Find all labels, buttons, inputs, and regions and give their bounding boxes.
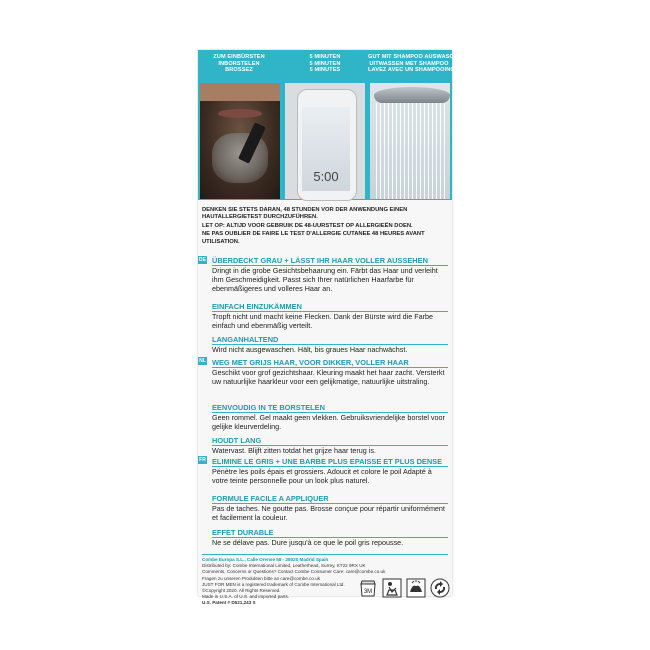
phone-timer-photo [285, 83, 365, 199]
step-1-label: ZUM EINBÜRSTEN INBORSTELEN BROSSEZ [213, 54, 265, 74]
step-3-label: GUT MIT SHAMPOO AUSWASCHEN UITWASSEN MET SHAMPOO LAVEZ AVEC UN SHAMPOOING [368, 54, 466, 74]
legal-text: Combe Europa S.L., Calle Orense 58 - 28020 Madrid Spain Distributed by: Combe International Limited, Leatherhead, Surrey, KT22 9RX UK Comments, Concerns or Questions? Contact Combe Consumer Care: care@combe.co.uk Fragen zu unseren Produkten bitte an care@combe.co.uk JUST FOR MEN is a registered trademark of Combe International Ltd. ©Copyright 2020. All Rights Reserved. Made in U.S.A. of U.S. and imported parts. U.S. Patent # D521,243 S [202, 557, 386, 606]
lang-tag-nl: NL [199, 358, 206, 364]
lang-tag-fr: FR [199, 457, 206, 463]
feature-section: LANGANHALTEND Wird nicht ausgewaschen. Hält, bis graues Haar nachwächst. [212, 335, 448, 354]
feature-section: ÜBERDECKT GRAU + LÄSST IHR HAAR VOLLER AUSSEHEN Dringt in die grobe Gesichtsbehaarung ein. Färbt das Haar und verleiht ihm Geschmeidigkeit. Passt sich Ihrer natürlichen Haarfarbe für ebenmäßigeres und volleres Haar an. [212, 256, 448, 293]
lang-tag-de: DE [199, 257, 206, 263]
feature-section: FORMULE FACILE A APPLIQUER Pas de taches. Ne goutte pas. Brosse conçue pour répartir uniformément et facilement la couleur. [212, 494, 448, 522]
allergy-warning: DENKEN SIE STETS DARAN, 48 STUNDEN VOR DER ANWENDUNG EINEN HAUTALLERGIETEST DURCHZUFÜHREN. LET OP: ALTIJD VOOR GEBRUIK DE 48-UURSTEST OP ALLERGIEËN DOEN. NE PAS OUBLIER DE FAIRE LE TEST D'ALLERGIE CUTANEE 48 HEURES AVANT UTILISATION. [202, 207, 425, 245]
legal-divider [202, 554, 448, 555]
feature-section: EENVOUDIG IN TE BORSTELEN Geen rommel. Gel maakt geen vlekken. Gebruiksvriendelijke borstel voor gelijke kleurverdeling. [212, 403, 448, 431]
pao-jar-icon [358, 578, 380, 600]
feature-section: HOUDT LANG Watervast. Blijft zitten totdat het grijze haar terug is. [212, 436, 448, 455]
green-dot-icon [430, 578, 452, 600]
feature-section: WEG MET GRIJS HAAR, VOOR DIKKER, VOLLER HAAR Geschikt voor grof gezichtshaar. Kleuring maakt het haar zacht. Versterkt uw natuurlijke haarkleur voor een gelijkmatige, natuurlijke uitstraling. [212, 358, 448, 386]
timer-text: 5:00 [313, 169, 339, 184]
svg-text:3M: 3M [363, 589, 373, 595]
step-2-label: 5 MINUTEN 5 MINUTEN 5 MINUTES [309, 54, 341, 74]
feature-section: ELIMINE LE GRIS + UNE BARBE PLUS EPAISSE ET PLUS DENSE Pénètre les poils épais et grossiers. Adoucit et colore le poil Adapté à votre teinte personnelle pour un look plus naturel. [212, 457, 448, 485]
tidyman-recycle-icon [382, 578, 404, 600]
feature-section: EFFET DURABLE Ne se délave pas. Dure jusqu'à ce que le poil gris repousse. [212, 528, 448, 547]
product-box-back [198, 50, 466, 606]
instruction-band [198, 50, 466, 200]
shower-photo [370, 83, 450, 199]
shower-head-icon [374, 87, 450, 103]
handwash-icon [406, 578, 428, 600]
beard-brush-photo [200, 83, 280, 199]
feature-section: EINFACH EINZUKÄMMEN Tropft nicht und macht keine Flecken. Dank der Bürste wird die Farbe einfach und ebenmäßig verteilt. [212, 302, 448, 330]
